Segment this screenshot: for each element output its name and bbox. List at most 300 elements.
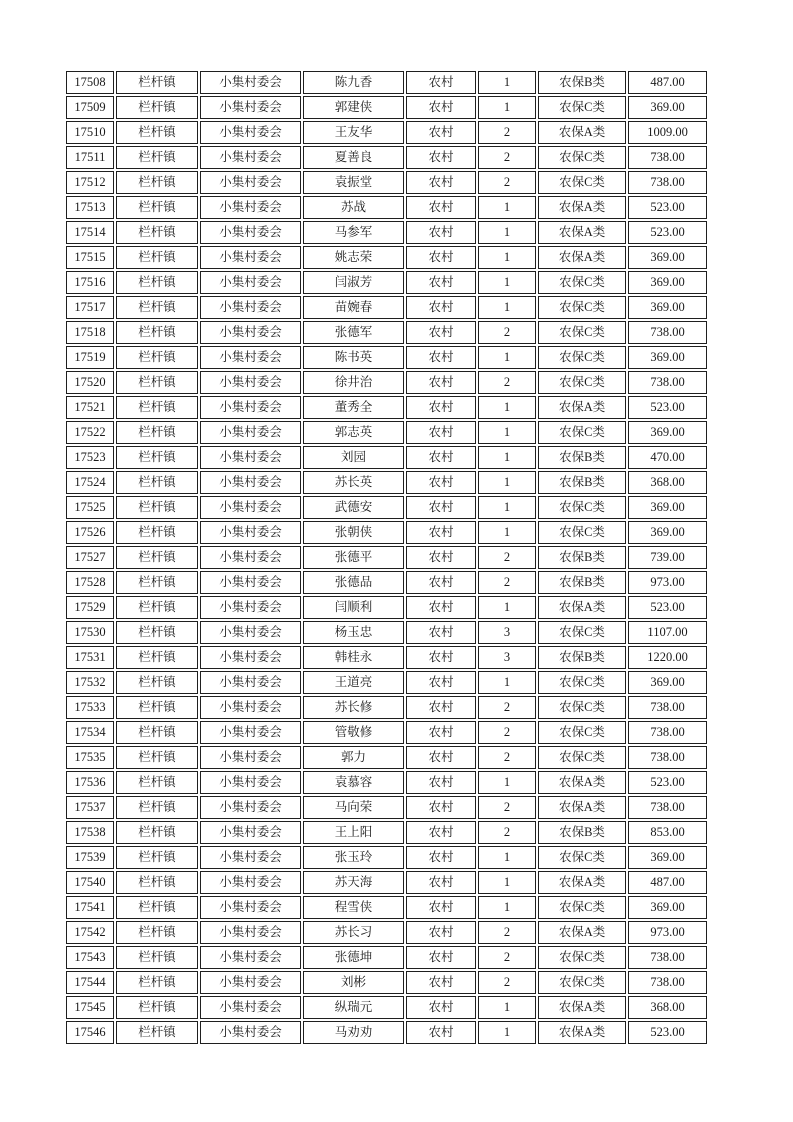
cell-category: 农保B类 [538, 471, 626, 494]
cell-id: 17544 [66, 971, 114, 994]
table-row [66, 71, 707, 94]
cell-town: 栏杆镇 [116, 821, 198, 844]
cell-village: 小集村委会 [200, 246, 301, 269]
cell-amount: 369.00 [628, 346, 707, 369]
cell-count: 1 [478, 521, 536, 544]
cell-name: 刘园 [303, 446, 404, 469]
cell-village: 小集村委会 [200, 121, 301, 144]
cell-name: 张德品 [303, 571, 404, 594]
table-row [66, 471, 707, 494]
cell-name: 韩桂永 [303, 646, 404, 669]
table-row [66, 646, 707, 669]
table-row [66, 221, 707, 244]
cell-town: 栏杆镇 [116, 846, 198, 869]
cell-name: 闫淑芳 [303, 271, 404, 294]
cell-village: 小集村委会 [200, 721, 301, 744]
cell-village: 小集村委会 [200, 546, 301, 569]
table-row [66, 746, 707, 769]
cell-category: 农保C类 [538, 421, 626, 444]
cell-name: 马参军 [303, 221, 404, 244]
cell-town: 栏杆镇 [116, 446, 198, 469]
records-table [64, 69, 709, 1046]
cell-name: 闫顺利 [303, 596, 404, 619]
cell-name: 张德坤 [303, 946, 404, 969]
cell-id: 17541 [66, 896, 114, 919]
cell-category: 农保C类 [538, 946, 626, 969]
cell-category: 农保A类 [538, 121, 626, 144]
cell-id: 17522 [66, 421, 114, 444]
cell-count: 1 [478, 1021, 536, 1044]
cell-name: 马向荣 [303, 796, 404, 819]
cell-name: 徐井治 [303, 371, 404, 394]
cell-id: 17524 [66, 471, 114, 494]
table-row [66, 696, 707, 719]
cell-name: 苏长习 [303, 921, 404, 944]
cell-town: 栏杆镇 [116, 571, 198, 594]
table-row [66, 546, 707, 569]
cell-locale: 农村 [406, 546, 476, 569]
cell-locale: 农村 [406, 196, 476, 219]
cell-town: 栏杆镇 [116, 421, 198, 444]
cell-amount: 487.00 [628, 71, 707, 94]
table-row [66, 246, 707, 269]
table-row [66, 671, 707, 694]
cell-amount: 738.00 [628, 946, 707, 969]
cell-category: 农保C类 [538, 696, 626, 719]
cell-count: 2 [478, 796, 536, 819]
table-row [66, 896, 707, 919]
table-row [66, 871, 707, 894]
cell-name: 武德安 [303, 496, 404, 519]
table-row [66, 346, 707, 369]
cell-village: 小集村委会 [200, 771, 301, 794]
cell-count: 1 [478, 596, 536, 619]
cell-id: 17531 [66, 646, 114, 669]
cell-town: 栏杆镇 [116, 796, 198, 819]
cell-village: 小集村委会 [200, 646, 301, 669]
cell-locale: 农村 [406, 596, 476, 619]
cell-village: 小集村委会 [200, 971, 301, 994]
table-row [66, 571, 707, 594]
cell-count: 1 [478, 271, 536, 294]
cell-amount: 523.00 [628, 1021, 707, 1044]
cell-amount: 738.00 [628, 971, 707, 994]
cell-id: 17513 [66, 196, 114, 219]
cell-count: 2 [478, 746, 536, 769]
cell-locale: 农村 [406, 971, 476, 994]
cell-category: 农保A类 [538, 196, 626, 219]
table-row [66, 821, 707, 844]
cell-village: 小集村委会 [200, 146, 301, 169]
cell-id: 17536 [66, 771, 114, 794]
cell-locale: 农村 [406, 271, 476, 294]
cell-count: 3 [478, 621, 536, 644]
cell-name: 姚志荣 [303, 246, 404, 269]
table-row [66, 496, 707, 519]
cell-name: 郭建侠 [303, 96, 404, 119]
cell-town: 栏杆镇 [116, 396, 198, 419]
table-row [66, 596, 707, 619]
cell-name: 郭力 [303, 746, 404, 769]
cell-village: 小集村委会 [200, 221, 301, 244]
cell-village: 小集村委会 [200, 396, 301, 419]
cell-town: 栏杆镇 [116, 96, 198, 119]
cell-locale: 农村 [406, 346, 476, 369]
cell-name: 张德军 [303, 321, 404, 344]
cell-locale: 农村 [406, 171, 476, 194]
cell-id: 17543 [66, 946, 114, 969]
cell-village: 小集村委会 [200, 421, 301, 444]
cell-id: 17538 [66, 821, 114, 844]
cell-amount: 1220.00 [628, 646, 707, 669]
table-row [66, 446, 707, 469]
cell-category: 农保A类 [538, 396, 626, 419]
cell-town: 栏杆镇 [116, 221, 198, 244]
cell-category: 农保C类 [538, 321, 626, 344]
cell-town: 栏杆镇 [116, 996, 198, 1019]
cell-count: 1 [478, 421, 536, 444]
cell-locale: 农村 [406, 796, 476, 819]
cell-category: 农保B类 [538, 546, 626, 569]
cell-count: 1 [478, 671, 536, 694]
cell-id: 17533 [66, 696, 114, 719]
cell-name: 苏天海 [303, 871, 404, 894]
cell-town: 栏杆镇 [116, 146, 198, 169]
cell-village: 小集村委会 [200, 271, 301, 294]
table-row [66, 371, 707, 394]
cell-id: 17514 [66, 221, 114, 244]
cell-amount: 369.00 [628, 521, 707, 544]
cell-amount: 738.00 [628, 746, 707, 769]
cell-town: 栏杆镇 [116, 771, 198, 794]
cell-name: 夏善良 [303, 146, 404, 169]
cell-town: 栏杆镇 [116, 521, 198, 544]
cell-locale: 农村 [406, 746, 476, 769]
cell-name: 董秀全 [303, 396, 404, 419]
table-row [66, 971, 707, 994]
table-row [66, 296, 707, 319]
cell-id: 17526 [66, 521, 114, 544]
cell-name: 郭志英 [303, 421, 404, 444]
cell-category: 农保A类 [538, 221, 626, 244]
cell-category: 农保A类 [538, 246, 626, 269]
cell-id: 17511 [66, 146, 114, 169]
cell-town: 栏杆镇 [116, 546, 198, 569]
cell-count: 1 [478, 871, 536, 894]
cell-id: 17540 [66, 871, 114, 894]
cell-village: 小集村委会 [200, 571, 301, 594]
cell-category: 农保A类 [538, 996, 626, 1019]
cell-village: 小集村委会 [200, 496, 301, 519]
cell-locale: 农村 [406, 321, 476, 344]
cell-name: 张朝侠 [303, 521, 404, 544]
cell-id: 17545 [66, 996, 114, 1019]
cell-id: 17519 [66, 346, 114, 369]
cell-town: 栏杆镇 [116, 896, 198, 919]
cell-town: 栏杆镇 [116, 196, 198, 219]
cell-town: 栏杆镇 [116, 721, 198, 744]
cell-locale: 农村 [406, 471, 476, 494]
cell-name: 张德平 [303, 546, 404, 569]
cell-locale: 农村 [406, 496, 476, 519]
cell-amount: 369.00 [628, 496, 707, 519]
cell-village: 小集村委会 [200, 846, 301, 869]
cell-count: 2 [478, 146, 536, 169]
cell-name: 管敬修 [303, 721, 404, 744]
cell-town: 栏杆镇 [116, 271, 198, 294]
cell-count: 1 [478, 496, 536, 519]
cell-category: 农保B类 [538, 446, 626, 469]
cell-town: 栏杆镇 [116, 971, 198, 994]
cell-category: 农保C类 [538, 521, 626, 544]
cell-category: 农保B类 [538, 571, 626, 594]
cell-amount: 369.00 [628, 96, 707, 119]
cell-id: 17527 [66, 546, 114, 569]
cell-amount: 973.00 [628, 571, 707, 594]
cell-town: 栏杆镇 [116, 946, 198, 969]
cell-locale: 农村 [406, 646, 476, 669]
cell-count: 1 [478, 246, 536, 269]
cell-amount: 853.00 [628, 821, 707, 844]
cell-category: 农保C类 [538, 371, 626, 394]
cell-town: 栏杆镇 [116, 671, 198, 694]
cell-id: 17517 [66, 296, 114, 319]
cell-locale: 农村 [406, 96, 476, 119]
cell-town: 栏杆镇 [116, 596, 198, 619]
table-row [66, 846, 707, 869]
table-row [66, 96, 707, 119]
cell-category: 农保B类 [538, 821, 626, 844]
cell-id: 17535 [66, 746, 114, 769]
cell-locale: 农村 [406, 396, 476, 419]
cell-locale: 农村 [406, 246, 476, 269]
cell-id: 17537 [66, 796, 114, 819]
cell-id: 17542 [66, 921, 114, 944]
cell-amount: 369.00 [628, 271, 707, 294]
cell-village: 小集村委会 [200, 946, 301, 969]
cell-locale: 农村 [406, 821, 476, 844]
cell-count: 2 [478, 171, 536, 194]
cell-locale: 农村 [406, 771, 476, 794]
cell-id: 17508 [66, 71, 114, 94]
cell-count: 1 [478, 346, 536, 369]
cell-amount: 369.00 [628, 846, 707, 869]
table-row [66, 521, 707, 544]
cell-village: 小集村委会 [200, 1021, 301, 1044]
cell-count: 2 [478, 121, 536, 144]
cell-count: 2 [478, 321, 536, 344]
cell-id: 17539 [66, 846, 114, 869]
cell-town: 栏杆镇 [116, 321, 198, 344]
cell-amount: 487.00 [628, 871, 707, 894]
cell-count: 2 [478, 546, 536, 569]
cell-count: 3 [478, 646, 536, 669]
cell-count: 2 [478, 721, 536, 744]
cell-town: 栏杆镇 [116, 1021, 198, 1044]
cell-locale: 农村 [406, 671, 476, 694]
cell-village: 小集村委会 [200, 596, 301, 619]
cell-count: 2 [478, 971, 536, 994]
cell-count: 2 [478, 571, 536, 594]
cell-name: 袁慕容 [303, 771, 404, 794]
table-row [66, 321, 707, 344]
cell-village: 小集村委会 [200, 921, 301, 944]
cell-amount: 738.00 [628, 796, 707, 819]
cell-id: 17516 [66, 271, 114, 294]
cell-town: 栏杆镇 [116, 71, 198, 94]
records-table-body [66, 71, 707, 1044]
table-row [66, 171, 707, 194]
cell-amount: 973.00 [628, 921, 707, 944]
table-row [66, 271, 707, 294]
cell-amount: 523.00 [628, 596, 707, 619]
cell-amount: 739.00 [628, 546, 707, 569]
cell-locale: 农村 [406, 696, 476, 719]
cell-id: 17530 [66, 621, 114, 644]
cell-id: 17534 [66, 721, 114, 744]
cell-locale: 农村 [406, 921, 476, 944]
cell-id: 17532 [66, 671, 114, 694]
cell-id: 17520 [66, 371, 114, 394]
cell-amount: 470.00 [628, 446, 707, 469]
cell-count: 2 [478, 921, 536, 944]
cell-count: 1 [478, 71, 536, 94]
cell-town: 栏杆镇 [116, 746, 198, 769]
cell-locale: 农村 [406, 421, 476, 444]
table-row [66, 146, 707, 169]
table-row [66, 421, 707, 444]
cell-village: 小集村委会 [200, 796, 301, 819]
cell-id: 17529 [66, 596, 114, 619]
cell-id: 17546 [66, 1021, 114, 1044]
cell-town: 栏杆镇 [116, 496, 198, 519]
cell-category: 农保C类 [538, 896, 626, 919]
table-row [66, 1021, 707, 1044]
cell-name: 刘彬 [303, 971, 404, 994]
cell-id: 17521 [66, 396, 114, 419]
cell-name: 纵瑞元 [303, 996, 404, 1019]
cell-locale: 农村 [406, 296, 476, 319]
cell-amount: 738.00 [628, 696, 707, 719]
cell-town: 栏杆镇 [116, 246, 198, 269]
cell-name: 陈九香 [303, 71, 404, 94]
cell-amount: 369.00 [628, 896, 707, 919]
cell-count: 1 [478, 221, 536, 244]
cell-category: 农保C类 [538, 296, 626, 319]
cell-locale: 农村 [406, 1021, 476, 1044]
cell-id: 17518 [66, 321, 114, 344]
cell-amount: 738.00 [628, 171, 707, 194]
cell-town: 栏杆镇 [116, 346, 198, 369]
cell-count: 1 [478, 996, 536, 1019]
cell-count: 1 [478, 196, 536, 219]
cell-name: 程雪侠 [303, 896, 404, 919]
cell-count: 1 [478, 896, 536, 919]
cell-category: 农保C类 [538, 621, 626, 644]
cell-amount: 738.00 [628, 146, 707, 169]
cell-village: 小集村委会 [200, 371, 301, 394]
cell-amount: 523.00 [628, 771, 707, 794]
cell-amount: 369.00 [628, 421, 707, 444]
cell-name: 陈书英 [303, 346, 404, 369]
cell-amount: 368.00 [628, 471, 707, 494]
cell-village: 小集村委会 [200, 521, 301, 544]
cell-name: 苏长英 [303, 471, 404, 494]
cell-village: 小集村委会 [200, 696, 301, 719]
cell-category: 农保C类 [538, 846, 626, 869]
cell-amount: 368.00 [628, 996, 707, 1019]
cell-locale: 农村 [406, 521, 476, 544]
cell-category: 农保C类 [538, 96, 626, 119]
cell-village: 小集村委会 [200, 346, 301, 369]
cell-locale: 农村 [406, 721, 476, 744]
table-row [66, 196, 707, 219]
cell-name: 马劝劝 [303, 1021, 404, 1044]
cell-amount: 523.00 [628, 396, 707, 419]
cell-count: 1 [478, 396, 536, 419]
cell-count: 2 [478, 696, 536, 719]
table-row [66, 721, 707, 744]
cell-village: 小集村委会 [200, 471, 301, 494]
table-row [66, 621, 707, 644]
cell-amount: 738.00 [628, 721, 707, 744]
cell-locale: 农村 [406, 71, 476, 94]
cell-count: 1 [478, 771, 536, 794]
cell-name: 王道亮 [303, 671, 404, 694]
cell-amount: 523.00 [628, 221, 707, 244]
table-row [66, 121, 707, 144]
cell-count: 1 [478, 471, 536, 494]
cell-name: 杨玉忠 [303, 621, 404, 644]
cell-town: 栏杆镇 [116, 871, 198, 894]
cell-town: 栏杆镇 [116, 296, 198, 319]
cell-name: 张玉玲 [303, 846, 404, 869]
cell-town: 栏杆镇 [116, 171, 198, 194]
cell-locale: 农村 [406, 621, 476, 644]
cell-locale: 农村 [406, 371, 476, 394]
cell-village: 小集村委会 [200, 71, 301, 94]
cell-category: 农保A类 [538, 596, 626, 619]
cell-category: 农保C类 [538, 346, 626, 369]
table-row [66, 396, 707, 419]
cell-amount: 738.00 [628, 371, 707, 394]
cell-category: 农保A类 [538, 1021, 626, 1044]
cell-amount: 1009.00 [628, 121, 707, 144]
cell-town: 栏杆镇 [116, 121, 198, 144]
cell-id: 17509 [66, 96, 114, 119]
cell-count: 2 [478, 946, 536, 969]
cell-village: 小集村委会 [200, 296, 301, 319]
cell-town: 栏杆镇 [116, 696, 198, 719]
cell-village: 小集村委会 [200, 446, 301, 469]
cell-category: 农保A类 [538, 921, 626, 944]
cell-amount: 369.00 [628, 671, 707, 694]
cell-village: 小集村委会 [200, 871, 301, 894]
cell-village: 小集村委会 [200, 671, 301, 694]
cell-id: 17515 [66, 246, 114, 269]
cell-locale: 农村 [406, 221, 476, 244]
cell-amount: 369.00 [628, 296, 707, 319]
cell-category: 农保B类 [538, 646, 626, 669]
cell-count: 1 [478, 296, 536, 319]
cell-village: 小集村委会 [200, 621, 301, 644]
cell-id: 17528 [66, 571, 114, 594]
cell-name: 王友华 [303, 121, 404, 144]
cell-category: 农保C类 [538, 721, 626, 744]
cell-category: 农保A类 [538, 771, 626, 794]
cell-category: 农保C类 [538, 146, 626, 169]
cell-name: 苏战 [303, 196, 404, 219]
